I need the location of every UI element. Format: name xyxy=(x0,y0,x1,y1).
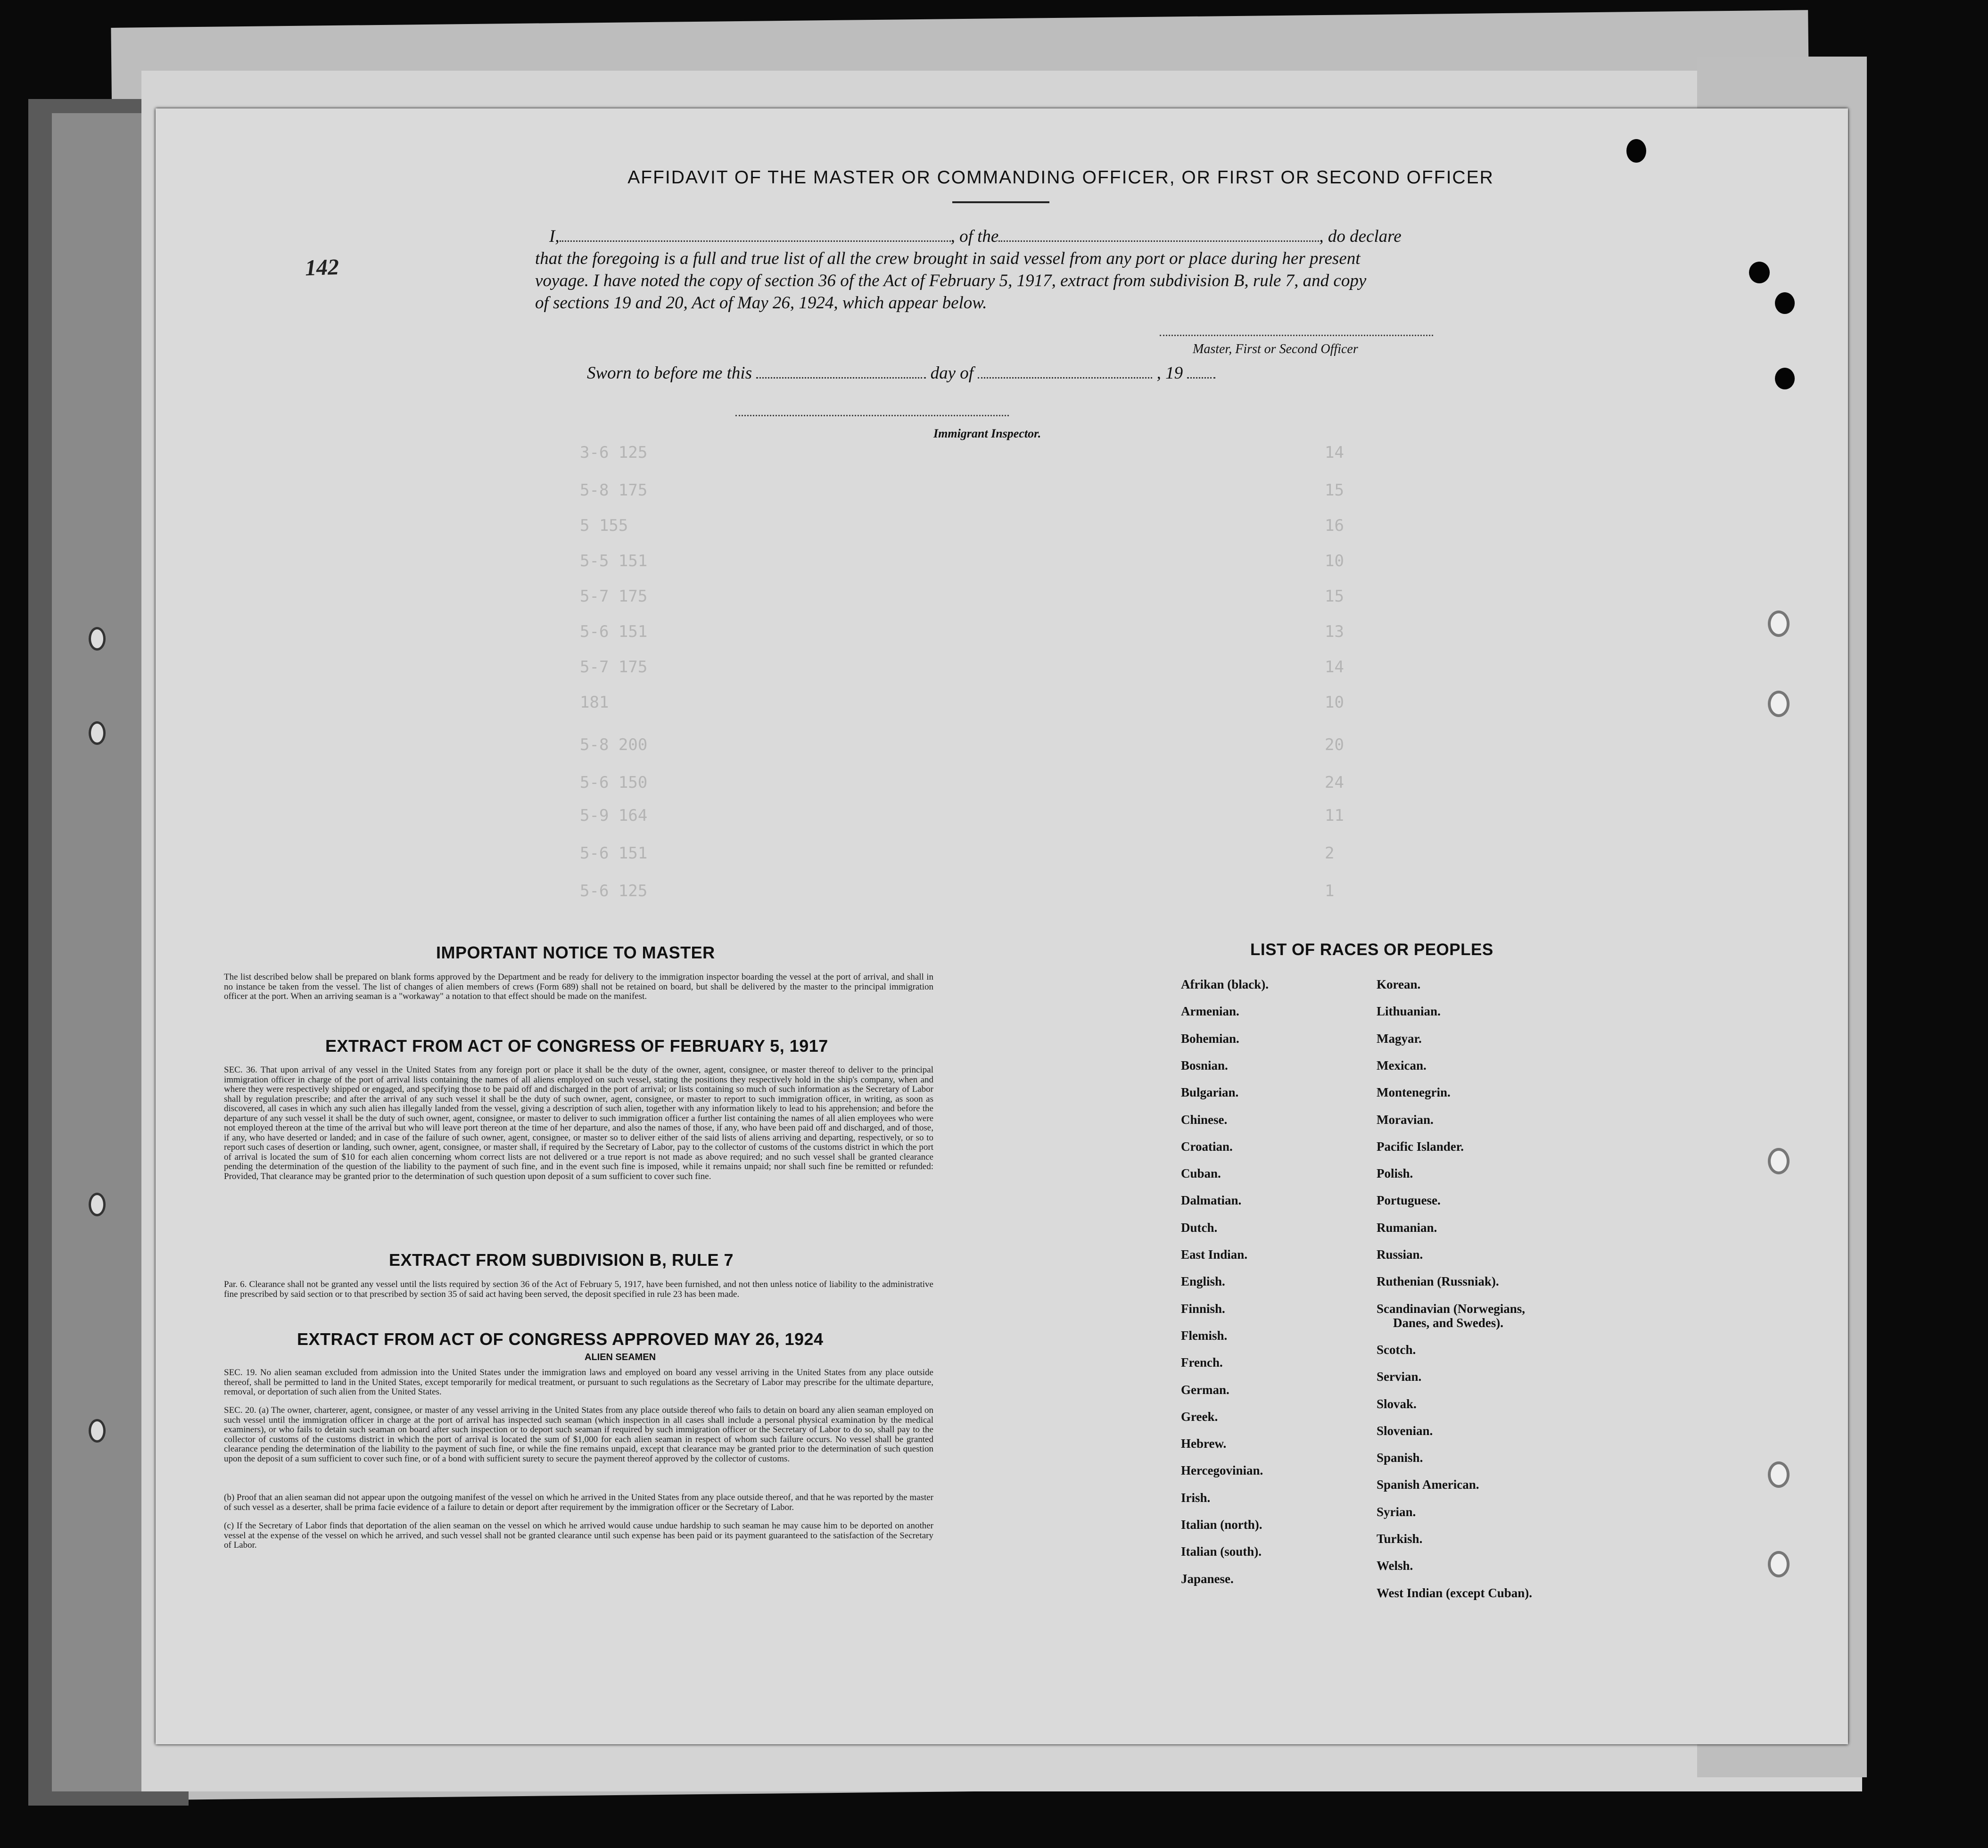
punch-hole-icon xyxy=(1768,1551,1790,1577)
race-item: West Indian (except Cuban). xyxy=(1377,1585,1533,1600)
document-sheet: 3-6 125 5-8 175 5 155 5-5 151 5-7 175 5-6 151 5-7 175 181 5-8 200 5-6 150 5-9 164 5-6 151 5-6 125 14 15 16 10 15 13 14 10 20 24 11 2 1 AFFIDAVIT OF THE MASTER OR COMMANDING OFFICER, OR FIRST OR SECOND OFFICER I, , of the , do declare that the foregoing is a full and true list of all the crew brought in said vessel from any port or place during her present voyage. I have noted the copy of section 36 of the Act of February 5, 1917, extract from subdivision B, rule 7, and copy of sections 19 and 20, Act of May 26, 1924, which appear below. Master, First or Second Officer Sworn to before me this day of , 19 Immigrant Inspector. 142 IMPORTANT NOTICE TO MASTER The list described below shall be prepared on blank forms approved by the Department and be ready for delivery to the immigration inspector boarding the vessel at the port of arrival, and shall in no instance be taken from the vessel. The list of changes of alien members of crews (Form 689) shall not be retained on board, but shall be delivered by the master to the principal immigration officer at the port. When an arriving seaman is a "workaway" a notation to that effect should be made on the manifest. EXTRACT FROM ACT OF CONGRESS OF FEBRUARY 5, 1917 SEC. 36. That upon arrival of any vessel in the United States from any foreign port or place it shall be the duty of the owner, agent, consignee, or master thereof to deliver to the principal immigration officer in charge of the port of arrival lists containing the names of all aliens employed on such vessel, stating the positions they respectively hold in the ship's company, when and where they were respectively shipped or engaged, and specifying those to be paid off and discharged in the port of arrival; or lists containing so much of such information as the Secretary of Labor shall by regulation prescribe; and after the arrival of any such vessel it shall be the duty of such owner, agent, consignee, or master to report to such immigration officer, in writing, as soon as discovered, all cases in which any such alien has illegally landed from the vessel, giving a description of such alien, together with any information likely to lead to his apprehension; and before the departure of any such vessel it shall be the duty of such owner, agent, consignee, or master to deliver to such immigration officer a further list containing the names of all alien employees who were not employed thereon at the time of the arrival but who will leave port thereon at the time of her departure, and also the names of those, if any, who have been paid off and discharged, and of those, if any, who have deserted or landed; and in case of the failure of such owner, agent, consignee, or master so to deliver either of the said lists of aliens arriving and departing, respectively, or so to report such cases of desertion or landing, such owner, agent, consignee, or master shall, if required by the Secretary of Labor, pay to the collector of customs of the customs district in which the port of arrival is located the sum of $10 for each alien concerning whom correct lists are not delivered or a true report is not made as above required; and no such vessel shall be granted clearance pending the determination of the question of the liability to the payment of such fine, and in the event such fine is imposed, while it remains unpaid; nor shall such fine be remitted or refunded: Provided, That clearance may be granted prior to the determination of such question upon deposit of a sum sufficient to cover such fine. EXTRACT FROM SUBDIVISION B, RULE 7 Par. 6. Clearance shall not be granted any vessel until the lists required by section 36 of the Act of February 5, 1917, have been furnished, and not then unless notice of liability to the administrative fine prescribed by said section or to that prescribed by section 35 of said act having been served, the deposit specified in rule 23 has been made. EXTRACT FROM ACT OF CONGRESS APPROVED MAY 26, 1924 ALIEN SEAMEN SEC. 19. No alien seaman excluded from admission into the United States under the immigration laws and employed on board any vessel arriving in the United States from any place outside thereof, shall be permitted to land in the United States, except temporarily for medical treatment, or pursuant to such regulations as the Secretary of Labor may prescribe for the ultimate departure, removal, or deportation of such alien from the United States. SEC. 20. (a) The owner, charterer, agent, consignee, or master of any vessel arriving in the United States from any place outside thereof who fails to detain on board any alien seaman employed on such vessel until the immigration officer in charge at the port of arrival has inspected such seaman (which inspection in all cases shall include a personal physical examination by the medical examiners), or who fails to detain such seaman on board after such inspection or to deport such seaman if required by such immigration officer or the Secretary of Labor to do so, shall pay to the collector of customs of the customs district in which the port of arrival is located the sum of $1,000 for each alien seaman in respect of whom such failure occurs. No vessel shall be granted clearance pending the determination of the liability to the payment of such fine, or while the fine remains unpaid, except that clearance may be granted prior to the determination of such question upon the deposit of a sum sufficient to cover such fine, or of a bond with sufficient surety to secure the payment thereof approved by the collector of customs. (b) Proof that an alien seaman did not appear upon the outgoing manifest of the vessel on which he arrived in the United States from any place outside thereof, and that he was reported by the master of such vessel as a deserter, shall be prima facie evidence of a failure to detain or deport after requirement by the immigration officer or the Secretary of Labor. (c) If the Secretary of Labor finds that deportation of the alien seaman on the vessel on which he arrived would cause undue hardship to such seaman he may cause him to be deported on another vessel at the expense of the vessel on which he arrived, and such vessel shall not be granted clearance until such expense has been paid or its payment guaranteed to the satisfaction of the Secretary of Labor. LIST OF RACES OR PEOPLES Afrikan (black). Armenian. Bohemian. Bosnian. Bulgarian. Chinese. Croatian. Cuban. Dalmatian. Dutch. East Indian. English. Finnish. Flemish. French. German. Greek. Hebrew. Hercegovinian. Irish. Italian (north). Italian (south). Japanese. Korean. Lithuanian. Magyar. Mexican. Montenegrin. Moravian. Pacific Islander. Polish. Portuguese. Rumanian. Russian. Ruthenian (Russniak). Scandinavian (Norwegians, Danes, and Swedes). Scotch. Servian. Slovak. Slovenian. Spanish. Spanish American. Syrian. Turkish. Welsh. West Indian (except Cuban). xyxy=(156,108,1848,1744)
race-item: Welsh. xyxy=(1377,1559,1413,1573)
race-item: Spanish. xyxy=(1377,1451,1423,1465)
race-item: Syrian. xyxy=(1377,1504,1416,1519)
race-item: Montenegrin. xyxy=(1377,1085,1451,1100)
affidavit-line-3: voyage. I have noted the copy of section 36 of the Act of February 5, 1917, extract from subdivision B, rule 7, and copy xyxy=(535,271,1367,290)
punch-hole-icon xyxy=(89,721,106,745)
extract-1924-sec20c: (c) If the Secretary of Labor finds that deportation of the alien seaman on the vessel on which he arrived would cause undue hardship to such seaman he may cause him to be deported on another vessel at the expense of the vessel on which he arrived, and such vessel shall not be granted clearance until such expense has been paid or its payment guaranteed to the satisfaction of the Secretary of Labor. xyxy=(224,1521,933,1550)
race-item: Scotch. xyxy=(1377,1342,1416,1357)
race-item: Finnish. xyxy=(1181,1301,1225,1316)
sworn-label: Sworn to before me this xyxy=(587,363,752,383)
race-item: Irish. xyxy=(1181,1490,1211,1505)
race-item: Croatian. xyxy=(1181,1139,1233,1154)
race-item: Mexican. xyxy=(1377,1058,1427,1072)
race-item: Rumanian. xyxy=(1377,1220,1437,1235)
affidavit-i: I, xyxy=(549,227,560,246)
punch-hole-icon xyxy=(89,627,106,651)
race-item: Flemish. xyxy=(1181,1328,1228,1343)
day-of-label: day of xyxy=(930,363,974,383)
race-item: Italian (north). xyxy=(1181,1518,1262,1532)
signature-label: Master, First or Second Officer xyxy=(1193,342,1358,356)
race-item: Korean. xyxy=(1377,977,1421,991)
day-blank xyxy=(756,377,926,379)
name-blank xyxy=(560,240,951,242)
signature-line xyxy=(1160,335,1433,336)
race-item: Magyar. xyxy=(1377,1031,1422,1046)
handwritten-number: 142 xyxy=(305,254,339,281)
race-item: Danes, and Swedes). xyxy=(1393,1315,1504,1330)
race-item: Hebrew. xyxy=(1181,1436,1227,1451)
punch-hole-icon xyxy=(1775,368,1795,389)
race-item: Dutch. xyxy=(1181,1220,1218,1235)
affidavit-line-2: that the foregoing is a full and true list of all the crew brought in said vessel from any port or place during her present xyxy=(535,249,1361,268)
race-item: Armenian. xyxy=(1181,1004,1239,1019)
race-item: Ruthenian (Russniak). xyxy=(1377,1274,1499,1289)
title-underline xyxy=(952,201,1049,203)
race-item: Servian. xyxy=(1377,1370,1422,1384)
race-item: Bulgarian. xyxy=(1181,1085,1239,1100)
race-item: German. xyxy=(1181,1382,1229,1397)
race-item: Bosnian. xyxy=(1181,1058,1228,1072)
month-blank xyxy=(978,377,1152,379)
extract-1924-subtitle: ALIEN SEAMEN xyxy=(585,1352,656,1362)
race-item: Dalmatian. xyxy=(1181,1193,1242,1208)
sworn-line xyxy=(587,363,1215,383)
affidavit-of-the: , of the xyxy=(950,227,999,246)
punch-hole-icon xyxy=(1775,292,1795,314)
race-item: French. xyxy=(1181,1355,1223,1370)
notice-title: IMPORTANT NOTICE TO MASTER xyxy=(436,943,715,962)
punch-hole-icon xyxy=(1768,610,1790,637)
race-item: Bohemian. xyxy=(1181,1031,1239,1046)
race-item: Lithuanian. xyxy=(1377,1004,1441,1019)
race-item: Portuguese. xyxy=(1377,1193,1441,1208)
extract-1917-body: SEC. 36. That upon arrival of any vessel in the United States from any foreign port or place it shall be the duty of the owner, agent, consignee, or master thereof to deliver to the principal immigration officer in charge of the port of arrival lists containing the names of all aliens employed on such vessel, stating the positions they respectively hold in the ship's company, when and where they were respectively shipped or engaged, and specifying those to be paid off and discharged in the port of arrival; or lists containing so much of such information as the Secretary of Labor shall by regulation prescribe; and after the arrival of any such vessel it shall be the duty of such owner, agent, consignee, or master to report to such immigration officer, in writing, as soon as discovered, all cases in which any such alien has illegally landed from the vessel, giving a description of such alien, together with any information likely to lead to his apprehension; and before the departure of any such vessel it shall be the duty of such owner, agent, consignee, or master to deliver to such immigration officer a further list containing the names of all alien employees who were not employed thereon at the time of the arrival but who will leave port thereon at the time of her departure, and also the names of those, if any, who have been paid off and discharged, and of those, if any, who have deserted or landed; and in case of the failure of such owner, agent, consignee, or master so to deliver either of the said lists of aliens arriving and departing, respectively, or so to report such cases of desertion or landing, such owner, agent, consignee, or master shall, if required by the Secretary of Labor, pay to the collector of customs of the customs district in which the port of arrival is located the sum of $10 for each alien concerning whom correct lists are not delivered or a true report is not made as above required; and no such vessel shall be granted clearance pending the determination of the question of the liability to the payment of such fine, and in the event such fine is imposed, while it remains unpaid; nor shall such fine be remitted or refunded: Provided, That clearance may be granted prior to the determination of such question upon deposit of a sum sufficient to cover such fine. xyxy=(224,1065,933,1181)
punch-hole-icon xyxy=(1768,1148,1790,1174)
race-item: Afrikan (black). xyxy=(1181,977,1269,991)
extract-1917-title: EXTRACT FROM ACT OF CONGRESS OF FEBRUARY 5, 1917 xyxy=(325,1036,828,1056)
affidavit-declare: , do declare xyxy=(1319,227,1402,246)
race-item: Slovenian. xyxy=(1377,1423,1433,1438)
punch-hole-icon xyxy=(1768,691,1790,717)
year-blank xyxy=(1187,377,1215,379)
extract-1924-title: EXTRACT FROM ACT OF CONGRESS APPROVED MAY 26, 1924 xyxy=(297,1329,824,1349)
extract-1924-sec20b: (b) Proof that an alien seaman did not appear upon the outgoing manifest of the vessel on which he arrived in the United States from any place outside thereof, and that he was reported by the master of such vessel as a deserter, shall be prima facie evidence of a failure to detain or deport after requirement by the immigration officer or the Secretary of Labor. xyxy=(224,1493,933,1512)
affidavit-title: AFFIDAVIT OF THE MASTER OR COMMANDING OFFICER, OR FIRST OR SECOND OFFICER xyxy=(627,167,1494,188)
race-item: Slovak. xyxy=(1377,1396,1417,1411)
race-item: Pacific Islander. xyxy=(1377,1139,1464,1154)
race-item: Japanese. xyxy=(1181,1571,1234,1586)
notice-body: The list described below shall be prepared on blank forms approved by the Department and be ready for delivery to the immigration inspector boarding the vessel at the port of arrival, and shall in no instance be taken from the vessel. The list of changes of alien members of crews (Form 689) shall not be retained on board, but shall be delivered by the master to the principal immigration officer at the port. When an arriving seaman is a "workaway" a notation to that effect should be made on the manifest. xyxy=(224,972,933,1001)
punch-hole-icon xyxy=(89,1419,106,1443)
race-item: Moravian. xyxy=(1377,1112,1434,1127)
race-item: Greek. xyxy=(1181,1409,1218,1424)
vessel-blank xyxy=(998,240,1319,242)
race-item: Italian (south). xyxy=(1181,1544,1262,1559)
race-item: Hercegovinian. xyxy=(1181,1463,1263,1478)
inspector-signature-line xyxy=(735,415,1009,416)
race-item: Chinese. xyxy=(1181,1112,1228,1127)
extract-rule7-title: EXTRACT FROM SUBDIVISION B, RULE 7 xyxy=(389,1250,734,1270)
race-item: East Indian. xyxy=(1181,1247,1248,1262)
inspector-label: Immigrant Inspector. xyxy=(933,427,1041,440)
punch-hole-icon xyxy=(1749,262,1770,283)
race-item: Cuban. xyxy=(1181,1166,1221,1181)
race-item: Russian. xyxy=(1377,1247,1423,1262)
race-item: Turkish. xyxy=(1377,1532,1423,1546)
extract-1924-sec19: SEC. 19. No alien seaman excluded from admission into the United States under the immigration laws and employed on board any vessel arriving in the United States from any place outside thereof, shall be permitted to land in the United States, except temporarily for medical treatment, or pursuant to such regulations as the Secretary of Labor may prescribe for the ultimate departure, removal, or deportation of such alien from the United States. xyxy=(224,1368,933,1397)
race-item: English. xyxy=(1181,1274,1225,1289)
affidavit-line-1 xyxy=(549,226,1402,247)
punch-hole-icon xyxy=(1768,1461,1790,1488)
race-item: Spanish American. xyxy=(1377,1477,1479,1492)
race-item: Polish. xyxy=(1377,1166,1413,1181)
affidavit-line-4: of sections 19 and 20, Act of May 26, 1924, which appear below. xyxy=(535,293,987,313)
race-item: Scandinavian (Norwegians, xyxy=(1377,1301,1526,1316)
year-prefix: , 19 xyxy=(1156,363,1183,383)
extract-rule7-body: Par. 6. Clearance shall not be granted any vessel until the lists required by section 36 of the Act of February 5, 1917, have been furnished, and not then unless notice of liability to the administrative fine prescribed by said section or to that prescribed by section 35 of said act having been served, the deposit specified in rule 23 has been made. xyxy=(224,1279,933,1299)
punch-hole-icon xyxy=(1626,139,1646,163)
races-title: LIST OF RACES OR PEOPLES xyxy=(1250,940,1493,959)
extract-1924-sec20: SEC. 20. (a) The owner, charterer, agent, consignee, or master of any vessel arriving in the United States from any place outside thereof who fails to detain on board any alien seaman employed on such vessel until the immigration officer in charge at the port of arrival has inspected such seaman (which inspection in all cases shall include a personal physical examination by the medical examiners), or who fails to detain such seaman on board after such inspection or to deport such seaman if required by such immigration officer or the Secretary of Labor to do so, shall pay to the collector of customs of the customs district in which the port of arrival is located the sum of $1,000 for each alien seaman in respect of whom such failure occurs. No vessel shall be granted clearance pending the determination of the liability to the payment of such fine, or while the fine remains unpaid, except that clearance may be granted prior to the determination of such question upon the deposit of a sum sufficient to cover such fine, or of a bond with sufficient surety to secure the payment thereof approved by the collector of customs. xyxy=(224,1405,933,1464)
punch-hole-icon xyxy=(89,1193,106,1216)
